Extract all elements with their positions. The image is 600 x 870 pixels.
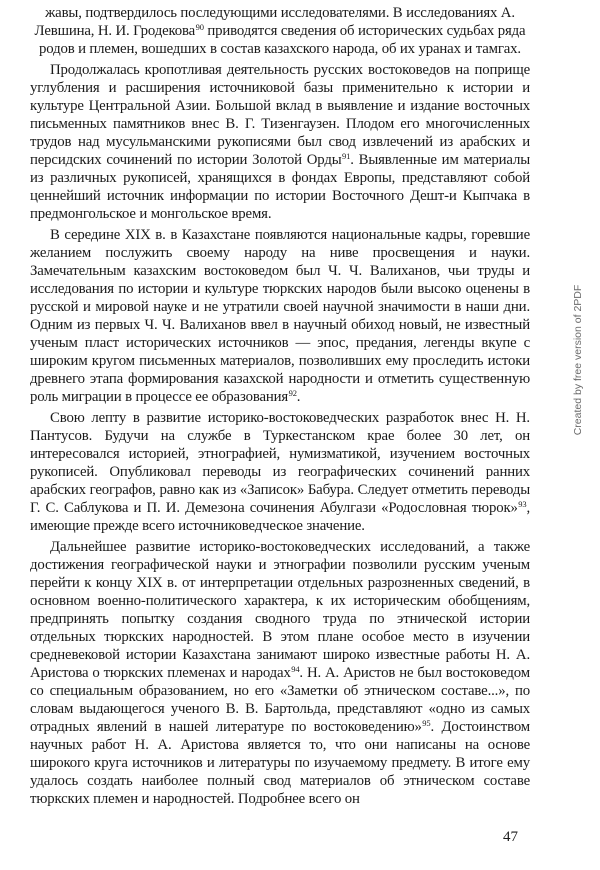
paragraph <box>30 409 530 535</box>
text-run: В середине XIX в. в Казахстане появляются национальные кадры, горевшие желанием послужить своему народу на ниве просвещения и науки. Замечательным казахским востоковедом был Ч. Ч. Валиханов, чьи труды и исследования по истории и культуре тюркских народов были высоко оценены в русской и мировой науке и не утратили своей научной значимости в наши дни. Одним из первых Ч. Ч. Валиханов ввел в научный обиход новый, не известный ученым пласт исторических источников — эпос, предания, легенды вкупе с широким кругом письменных материалов, позволивших ему проследить истоки древнего этапа формирования казахской народности и отметить существенную роль миграции в процессе ее образования <box>30 227 530 405</box>
text-run: . Достоинством научных работ Н. А. Аристова является то, что они написаны на основе широкого круга источников и литературы по изучаемому предмету. В итоге ему удалось создать наиболее полный свод материалов об этническом составе тюркских племен и народностей. Подробнее всего он <box>30 719 530 807</box>
text-run: приводятся сведения об исторических судьбах ряда родов и племен, вошедших в состав казахского народа, об их уранах и тамгах. <box>39 23 526 57</box>
footnote-ref <box>195 23 204 39</box>
paragraph <box>30 226 530 406</box>
footnote-number: 95 <box>422 718 431 728</box>
footnote-number: 91 <box>342 151 351 161</box>
footnote-ref <box>342 152 351 168</box>
text-run: Дальнейшее развитие историко-востоковедческих исследований, а также достижения географической науки и этнографии позволили русским ученым перейти к концу XIX в. от интерпретации отдельных разрозненных сведений, в основном военно-политического характера, к их историческим обобщениям, предпринять попытку создания сводного труда по этнической истории отдельных тюркских народностей. В этом плане особое место в изучении средневековой истории Казахстана занимают широко известные работы Н. А. Аристова о тюркских племенах и народах <box>30 539 530 681</box>
body-text <box>30 4 530 808</box>
text-run: жавы, подтвердилось последующими исследователями. В исследованиях А. Левшина, Н. И. Гродекова <box>34 5 515 39</box>
paragraph <box>30 4 530 58</box>
watermark-text: Created by free version of 2PDF <box>572 284 584 436</box>
footnote-number: 94 <box>291 664 300 674</box>
text-run: . <box>296 389 301 405</box>
text-run: . Н. А. Аристов не был востоковедом со специальным образованием, но его «Заметки об этническом составе...», по словам выдающегося ученого В. В. Бартольда, представляют «одно из самых отрадных явлений в нашей литературе по востоковедению» <box>30 665 530 735</box>
paragraph <box>30 61 530 223</box>
footnote-ref <box>288 389 297 405</box>
paragraph <box>30 538 530 808</box>
footnote-number: 92 <box>288 388 297 398</box>
text-run: Продолжалась кропотливая деятельность русских востоковедов на поприще углубления и расширения источниковой базы применительно к истории и культуре Центральной Азии. Большой вклад в выявление и издание восточных письменных памятников внес В. Г. Тизенгаузен. Плодом его многочисленных трудов над мусульманскими рукописями был свод извлечений из арабских и персидских сочинений по истории Золотой Орды <box>30 62 530 168</box>
footnote-number: 90 <box>195 22 204 32</box>
page-number: 47 <box>503 829 518 845</box>
text-run: , имеющие прежде всего источниковедческое значение. <box>30 500 530 534</box>
footnote-number: 93 <box>518 499 527 509</box>
text-run: . Выявленные им материалы из различных рукописей, хранящихся в фондах Европы, представляют собой ценнейший источник информации по истории Восточного Дешт-и Кыпчака в предмонгольское и монгольское время. <box>30 152 531 222</box>
text-run: Свою лепту в развитие историко-востоковедческих разработок внес Н. Н. Пантусов. Будучи на службе в Туркестанском крае более 30 лет, он интересовался историей, этнографией, нумизматикой, изучением восточных рукописей. Опубликовал переводы из географических сочинений ранних арабских географов, равно как из «Записок» Бабура. Следует отметить переводы Г. С. Саблукова и П. И. Демезона сочинения Абулгази «Родословная тюрок» <box>30 410 530 516</box>
footnote-ref <box>422 719 431 735</box>
